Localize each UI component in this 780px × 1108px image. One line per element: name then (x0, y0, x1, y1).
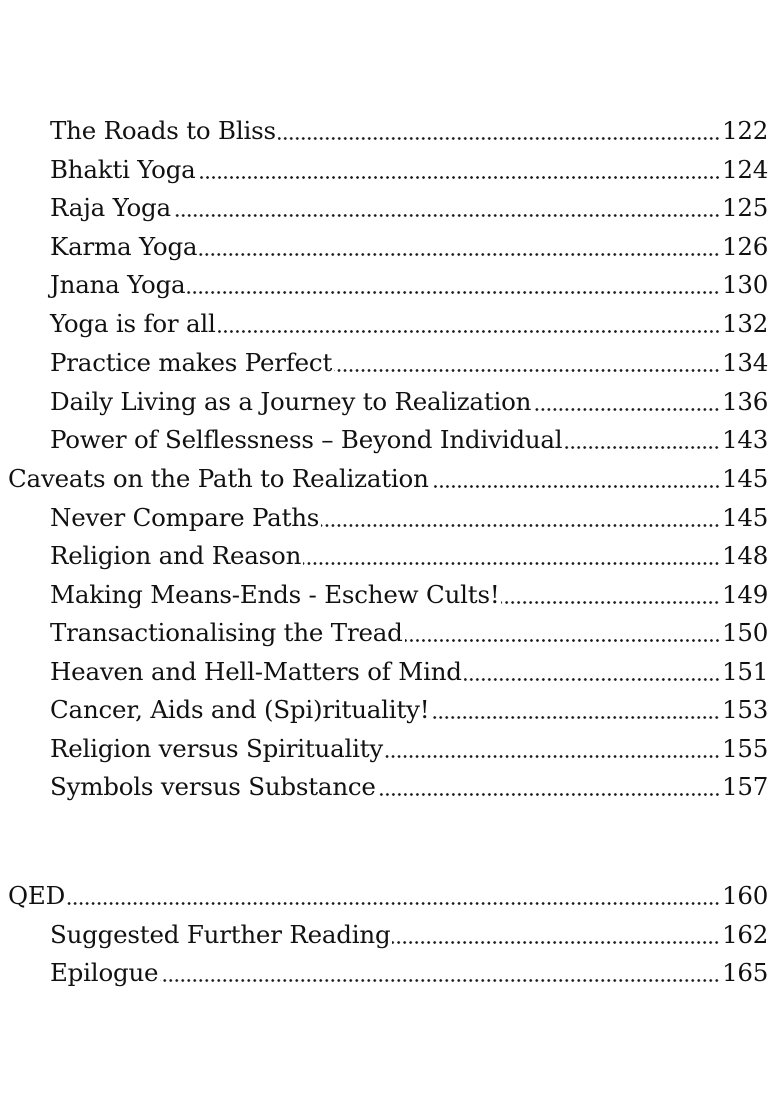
toc-entry-page: 150 (722, 618, 768, 647)
toc-entry-page: 136 (722, 387, 768, 416)
toc-entry[interactable] (50, 345, 768, 381)
toc-entry[interactable] (50, 152, 768, 188)
toc-entry-title: Never Compare Paths (50, 503, 320, 532)
toc-entry-page: 165 (722, 958, 768, 987)
toc-entry-page: 126 (722, 232, 768, 261)
toc-entry-page: 130 (722, 270, 768, 299)
toc-entry-title: Yoga is for all (50, 309, 216, 338)
toc-entry[interactable] (50, 917, 768, 953)
toc-entry-page: 145 (722, 503, 768, 532)
dot-leader (392, 917, 720, 953)
toc-entry-title: Jnana Yoga (50, 270, 186, 299)
toc-entry-page: 125 (722, 193, 768, 222)
toc-entry-page: 143 (722, 425, 768, 454)
toc-entry-title: Epilogue (50, 958, 159, 987)
toc-entry-title: Power of Selflessness – Beyond Individual (50, 425, 563, 454)
toc-entry[interactable] (50, 615, 768, 651)
dot-leader (378, 769, 720, 805)
toc-entry-title: The Roads to Bliss (50, 116, 276, 145)
toc-entry[interactable] (50, 500, 768, 536)
toc-entry[interactable] (50, 538, 768, 574)
toc-entry-page: 160 (722, 881, 768, 910)
dot-leader (303, 538, 720, 574)
toc-entry-title: Daily Living as a Journey to Realization (50, 387, 532, 416)
toc-entry-title: Transactionalising the Tread (50, 618, 403, 647)
toc-entry-title: QED (8, 881, 66, 910)
toc-entry[interactable] (50, 306, 768, 342)
toc-entry-page: 132 (722, 309, 768, 338)
toc-entry-page: 122 (722, 116, 768, 145)
dot-leader (501, 577, 720, 613)
toc-entry[interactable] (50, 577, 768, 613)
toc-entry[interactable] (50, 654, 768, 690)
toc-entry-title: Karma Yoga (50, 232, 198, 261)
dot-leader (533, 384, 720, 420)
dot-leader (218, 306, 720, 342)
toc-entry[interactable] (50, 769, 768, 805)
toc-entry-title: Practice makes Perfect (50, 348, 333, 377)
toc-entry[interactable] (50, 955, 768, 991)
toc-entry[interactable] (50, 229, 768, 265)
dot-leader (334, 345, 720, 381)
toc-entry-title: Bhakti Yoga (50, 155, 196, 184)
dot-leader (173, 190, 720, 226)
toc-entry-title: Cancer, Aids and (Spi)rituality! (50, 695, 430, 724)
dot-leader (67, 878, 720, 914)
toc-entry-title: Caveats on the Path to Realization (8, 464, 429, 493)
toc-entry[interactable] (50, 384, 768, 420)
toc-entry-title: Religion and Reason (50, 541, 302, 570)
dot-leader (278, 113, 720, 149)
toc-entry-page: 157 (722, 772, 768, 801)
toc-entry[interactable] (50, 267, 768, 303)
toc-entry[interactable] (50, 422, 768, 458)
toc-entry-page: 134 (722, 348, 768, 377)
toc-section-heading[interactable] (8, 878, 768, 914)
toc-entry-title: Suggested Further Reading (50, 920, 391, 949)
toc-entry-page: 155 (722, 734, 768, 763)
toc-entry-page: 162 (722, 920, 768, 949)
toc-entry[interactable] (50, 113, 768, 149)
toc-entry-page: 153 (722, 695, 768, 724)
toc-section-heading[interactable] (8, 461, 768, 497)
dot-leader (431, 692, 720, 728)
toc-entry[interactable] (50, 731, 768, 767)
toc-entry-page: 149 (722, 580, 768, 609)
dot-leader (187, 267, 720, 303)
toc-entry-page: 151 (722, 657, 768, 686)
dot-leader (160, 955, 720, 991)
dot-leader (564, 422, 720, 458)
toc-entry[interactable] (50, 190, 768, 226)
toc-entry-title: Making Means-Ends - Eschew Cults! (50, 580, 500, 609)
toc-entry-page: 145 (722, 464, 768, 493)
toc-entry[interactable] (50, 692, 768, 728)
toc-entry-title: Heaven and Hell-Matters of Mind (50, 657, 462, 686)
toc-entry-title: Raja Yoga (50, 193, 171, 222)
dot-leader (199, 229, 720, 265)
dot-leader (431, 461, 720, 497)
dot-leader (385, 731, 720, 767)
toc-entry-title: Symbols versus Substance (50, 772, 376, 801)
toc-entry-page: 124 (722, 155, 768, 184)
dot-leader (198, 152, 721, 188)
dot-leader (405, 615, 720, 651)
dot-leader (464, 654, 720, 690)
dot-leader (321, 500, 720, 536)
toc-entry-title: Religion versus Spirituality (50, 734, 384, 763)
toc-entry-page: 148 (722, 541, 768, 570)
